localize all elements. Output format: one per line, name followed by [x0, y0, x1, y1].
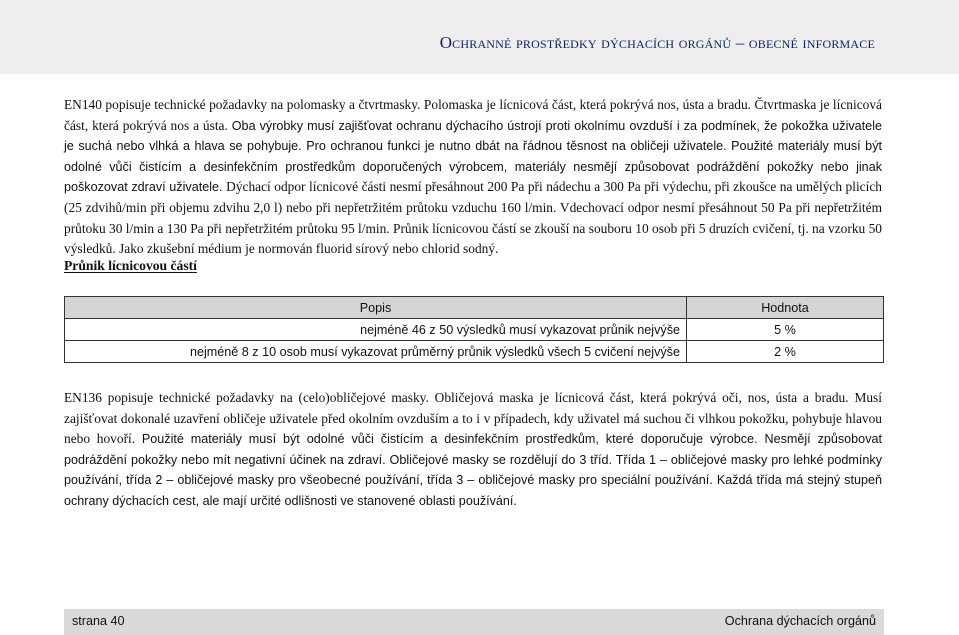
chapter-title: Ochrana dýchacích orgánů: [724, 614, 876, 628]
table-row: [65, 319, 884, 341]
table-cell-value: 2 %: [687, 341, 884, 363]
paragraph-text: Dýchací odpor lícnicové části nesmí přesáhnout 200 Pa při nádechu a 300 Pa při výdechu, při zkoušce na umělých plicích (25 zdvihů/min při objemu zdvihu 2,0 l) nebo při nepřetržitém průtoku vzduchu 160 l/min. Vdechovací odpor nesmí přesáhnout 50 Pa při nepřetržitém průtoku 30 l/min a 130 Pa při nepřetržitém průtoku 95 l/min. Průnik lícnicovou částí se zkouší na souboru 10 osob při 5 druzích cvičení, tj. na vzorku 50 výsledků. Jako zkušební médium je normován fluorid sírový nebo chlorid sodný.: [64, 179, 882, 257]
table-cell-value: 5 %: [687, 319, 884, 341]
paragraph-text: EN136 popisuje technické požadavky na (celo)obličejové masky. Obličejová maska je lícnicová část, která pokrývá oči, nos, ústa a bradu. Musí zajišťovat dokonalé uzavření obličeje uživatele před okolním ovzduším a to i v případech, kdy uživatel má suchou či vlhkou pokožku, pohybuje hlavou nebo hovoří.: [64, 390, 882, 447]
section-heading: Průnik lícnicovou částí: [64, 258, 197, 273]
table-header-row: [65, 297, 884, 319]
header-band: [0, 0, 959, 74]
paragraph-text: Oba výrobky musí zajišťovat ochranu dýchacího ústrojí proti okolnímu ovzduší i za podmínek, že pokožka uživatele je suchá nebo vlhká a hlava se pohybuje. Pro ochranou funkci je nutno dbát na řádnou těsnost na obličeji uživatele. Použité materiály musí být odolné vůči čistícím a desinfekčním prostředkům doporučených výrobcem, materiály nesmějí způsobovat podráždění pokožky nebo jinak poškozovat zdraví uživatele.: [64, 118, 882, 195]
paragraph-text: Použité materiály musí být odolné vůči čistícím a desinfekčním prostředkům, které doporučuje výrobce. Nesmějí způsobovat podráždění pokožky nebo mít negativní účinek na zdraví. Obličejové masky se rozdělují do 3 tříd. Třída 1 – obličejové masky pro lehké podmínky používání, třída 2 – obličejové masky pro všeobecné používání, třída 3 – obličejové masky pro speciální používání. Každá třída má stejný stupeň ochrany dýchacích cest, ale mají určité odlišnosti ve stanovené oblasti používání.: [64, 432, 882, 508]
table-cell-description: nejméně 8 z 10 osob musí vykazovat průměrný průnik výsledků všech 5 cvičení nejvýše: [65, 341, 687, 363]
paragraph-en136: [64, 388, 882, 512]
penetration-table: [64, 296, 884, 363]
paragraph-text: EN140 popisuje technické požadavky na polomasky a čtvrtmasky. Polomaska je lícnicová část, která pokrývá nos, ústa a bradu. Čtvrtmaska je lícnicová část, která pokrývá nos a ústa.: [64, 97, 882, 133]
page-title: Ochranné prostředky dýchacích orgánů – obecné informace: [439, 33, 875, 52]
table-row: [65, 341, 884, 363]
table-cell-description: nejméně 46 z 50 výsledků musí vykazovat průnik nejvýše: [65, 319, 687, 341]
footer-bar: [64, 609, 884, 635]
column-header-description: Popis: [65, 297, 687, 319]
column-header-value: Hodnota: [687, 297, 884, 319]
page-number: strana 40: [72, 614, 125, 628]
intro-paragraph-en140: [64, 95, 882, 260]
